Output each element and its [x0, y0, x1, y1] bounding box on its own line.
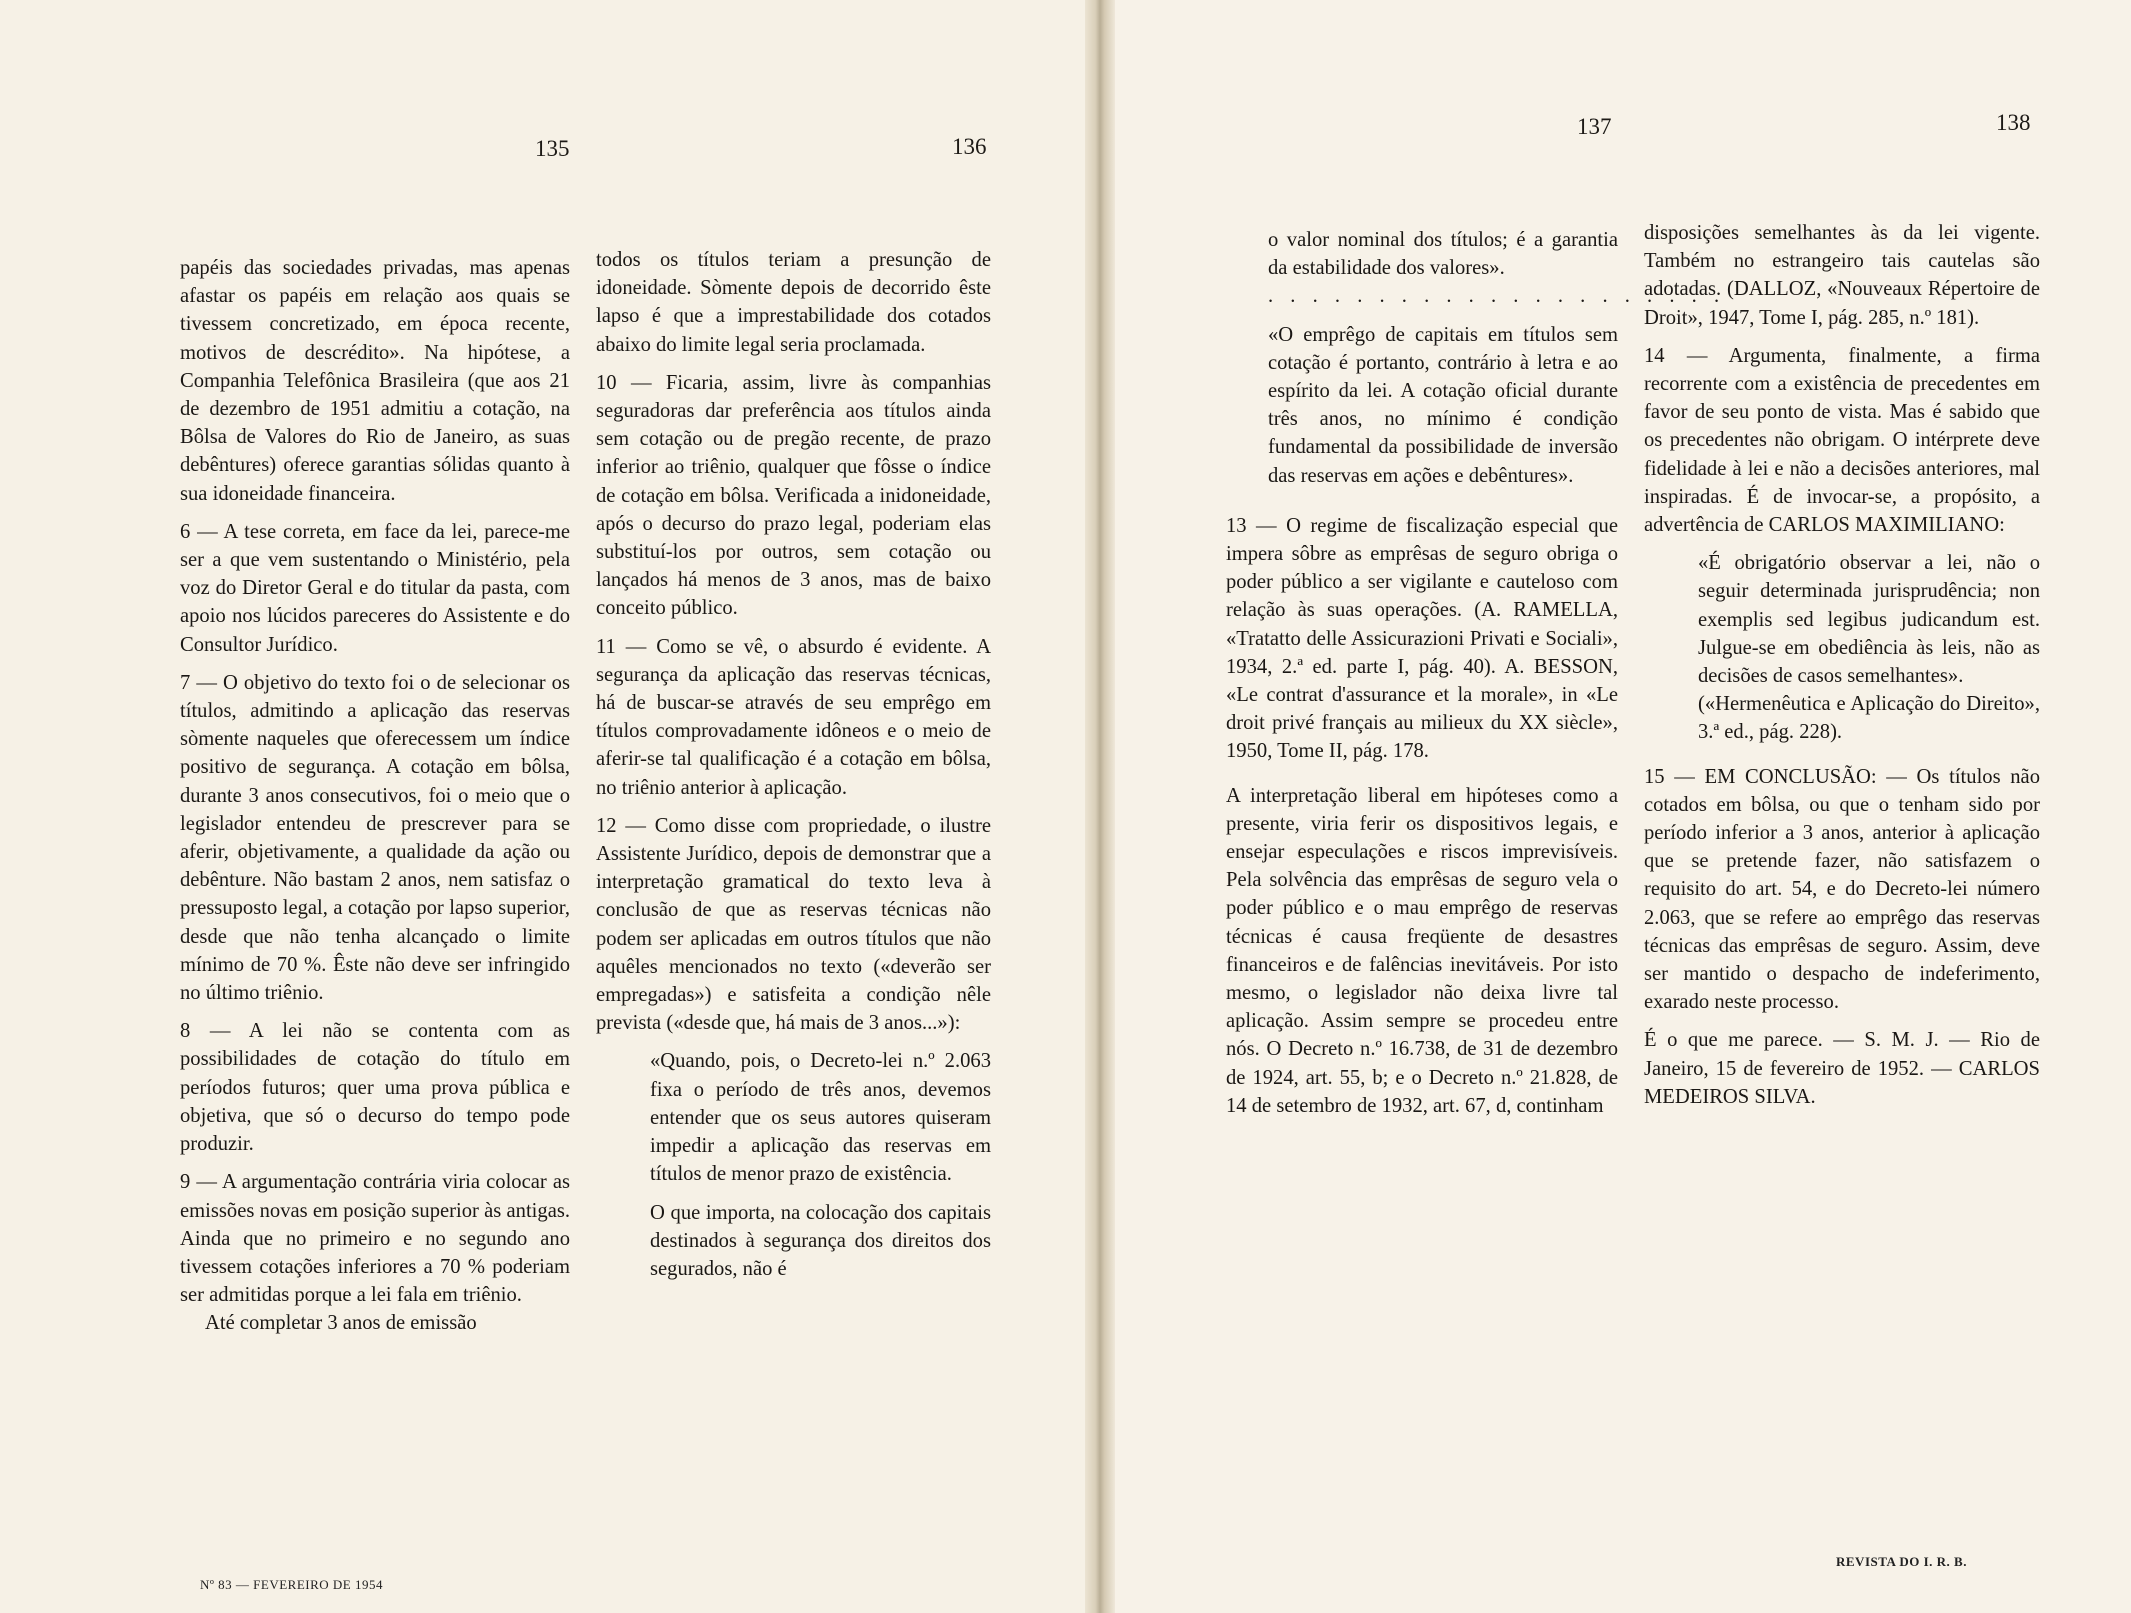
- paragraph: 7 — O objetivo do texto foi o de selecionar os títulos, admitindo a aplicação das reservas sòmente naqueles que oferecessem um índice positivo de segurança. A cotação em bôlsa, durante 3 anos consecutivos, foi o meio que o legislador entendeu de prescrever para se aferir, objetivamente, a qualidade da ação ou debênture. Não bastam 2 anos, nem satisfaz o pressuposto legal, a cotação por lapso superior, desde que não tenha alcançado o limite mínimo de 70 %. Êste não deve ser infringido no último triênio.: [180, 671, 570, 1005]
- paragraph: 10 — Ficaria, assim, livre às companhias seguradoras dar preferência aos títulos ainda sem cotação ou de pregão recente, de prazo inferior ao triênio, qualquer que fôsse o índice de cotação em bôlsa. Verificada a inidoneidade, após o decurso do prazo legal, poderiam elas substituí-los por outros, sem cotação ou lançados há menos de 3 anos, mas de baixo conceito público.: [596, 371, 991, 620]
- column-page-138: [1644, 219, 2040, 1111]
- paragraph: 9 — A argumentação contrária viria colocar as emissões novas em posição superior às antigas. Ainda que no primeiro e no segundo ano tivessem cotações inferiores a 70 % poderiam ser admitidas porque a lei fala em triênio.: [180, 1171, 570, 1307]
- quote-paragraph: O que importa, na colocação dos capitais destinados à segurança dos direitos dos segurados, não é: [650, 1201, 991, 1280]
- signature-paragraph: É o que me parece. — S. M. J. — Rio de Janeiro, 15 de fevereiro de 1952. — CARLOS MEDEIROS SILVA.: [1644, 1029, 2040, 1108]
- column-page-137: [1226, 226, 1726, 1120]
- ellipsis-line: . . . . . . . . . . . . . . . . . . . . .: [1268, 285, 1726, 308]
- paragraph: A interpretação liberal em hipóteses como a presente, viria ferir os dispositivos legais, e ensejar especulações e riscos imprevisíveis. Pela solvência das emprêsas de seguro vela o poder público e o mau emprêgo de reservas técnicas é causa freqüente de desastres financeiros e de falências inevitáveis. Por isto mesmo, o legislador não deixa livre tal aplicação. Assim sempre se procedeu entre nós. O Decreto n.º 16.738, de 31 de dezembro de 1924, art. 55, b; e o Decreto n.º 21.828, de 14 de setembro de 1932, art. 67, d, continham: [1226, 784, 1618, 1117]
- book-gutter: [1085, 0, 1115, 1613]
- paragraph: papéis das sociedades privadas, mas apenas afastar os papéis em relação aos quais se tivessem concretizado, em época recente, motivos de descrédito». Na hipótese, a Companhia Telefônica Brasileira (que aos 21 de dezembro de 1951 admitiu a cotação, na Bôlsa de Valores do Rio de Janeiro, as suas debêntures) oferece garantias sólidas quanto à sua idoneidade financeira.: [180, 257, 570, 505]
- page-number-137: 137: [1577, 114, 1612, 139]
- page-number-136: 136: [952, 134, 987, 159]
- paragraph: 6 — A tese correta, em face da lei, parece-me ser a que vem sustentando o Ministério, pela voz do Diretor Geral e do titular da pasta, com apoio nos lúcidos pareceres do Assistente e do Consultor Jurídico.: [180, 520, 570, 656]
- page-number-135: 135: [535, 136, 570, 161]
- paragraph: todos os títulos teriam a presunção de idoneidade. Sòmente depois de decorrido êste lapso é que a imprestabilidade dos cotados abaixo do limite legal seria proclamada.: [596, 249, 991, 356]
- paragraph: 11 — Como se vê, o absurdo é evidente. A segurança da aplicação das reservas técnicas, há de buscar-se através de seu emprêgo em títulos comprovadamente idôneos e o meio de aferir-se tal qualificação é a cotação em bôlsa, no triênio anterior à aplicação.: [596, 635, 991, 799]
- paragraph: Até completar 3 anos de emissão: [205, 1312, 477, 1335]
- footer-issue: Nº 83 — FEVEREIRO DE 1954: [200, 1577, 383, 1592]
- column-page-135: [180, 254, 570, 1338]
- paragraph: o valor nominal dos títulos; é a garantia da estabilidade dos valores».: [1268, 229, 1618, 280]
- paragraph: disposições semelhantes às da lei vigente. Também no estrangeiro tais cautelas são adotadas. (DALLOZ, «Nouveaux Répertoire de Droit», 1947, Tome I, pág. 285, n.º 181).: [1644, 222, 2040, 329]
- paragraph: 8 — A lei não se contenta com as possibilidades de cotação do título em períodos futuros; quer uma prova pública e objetiva, que só o decurso do tempo pode produzir.: [180, 1020, 570, 1156]
- paragraph: 13 — O regime de fiscalização especial que impera sôbre as emprêsas de seguro obriga o poder público a ser vigilante e cauteloso com relação às suas operações. (A. RAMELLA, «Tratatto delle Assicurazioni Privati e Sociali», 1934, 2.ª ed. parte I, pág. 40). A. BESSON, «Le contrat d'assurance et la morale», in «Le droit privé français au milieux du XX siècle», 1950, Tome II, pág. 178.: [1226, 514, 1618, 763]
- column-page-136: [596, 246, 991, 1283]
- paragraph: 14 — Argumenta, finalmente, a firma recorrente com a existência de precedentes em favor de seu ponto de vista. Mas é sabido que os precedentes não obrigam. O intérprete deve fidelidade à lei e não a decisões anteriores, mal inspiradas. É de invocar-se, a propósito, a advertência de CARLOS MAXIMILIANO:: [1644, 344, 2040, 537]
- footer-journal: REVISTA DO I. R. B.: [1836, 1554, 1967, 1569]
- paragraph: 15 — EM CONCLUSÃO: — Os títulos não cotados em bôlsa, ou que o tenham sido por período inferior a 3 anos, anterior à aplicação que se pretende fazer, não satisfazem o requisito do art. 54, e do Decreto-lei número 2.063, que se refere ao emprêgo das reservas técnicas das emprêsas de seguro. Assim, deve ser mantido o despacho de indeferimento, exarado neste processo.: [1644, 765, 2040, 1014]
- quote-paragraph: «O emprêgo de capitais em títulos sem cotação é portanto, contrário à letra e ao espírito da lei. A cotação oficial durante três anos, no mínimo é condição fundamental da possibilidade de inversão das reservas em ações e debêntures».: [1268, 323, 1618, 487]
- paragraph: 12 — Como disse com propriedade, o ilustre Assistente Jurídico, depois de demonstrar que a interpretação gramatical do texto leva à conclusão de que as reservas técnicas não podem ser aplicadas em outros títulos que não aquêles mencionados no texto («deverão ser empregadas») e satisfeita a condição nêle prevista («desde que, há mais de 3 anos...»):: [596, 814, 991, 1035]
- citation: («Hermenêutica e Aplicação do Direito», 3.ª ed., pág. 228).: [1698, 693, 2040, 744]
- page-number-138: 138: [1996, 110, 2031, 135]
- quote-paragraph: «Quando, pois, o Decreto-lei n.º 2.063 fixa o período de três anos, devemos entender que os seus autores quiseram impedir a aplicação das reservas em títulos de menor prazo de existência.: [650, 1050, 991, 1186]
- quote-paragraph: «É obrigatório observar a lei, não o seguir determinada jurisprudência; non exemplis sed legibus judicandum est. Julgue-se em obediência às leis, não as decisões de casos semelhantes».: [1698, 552, 2040, 688]
